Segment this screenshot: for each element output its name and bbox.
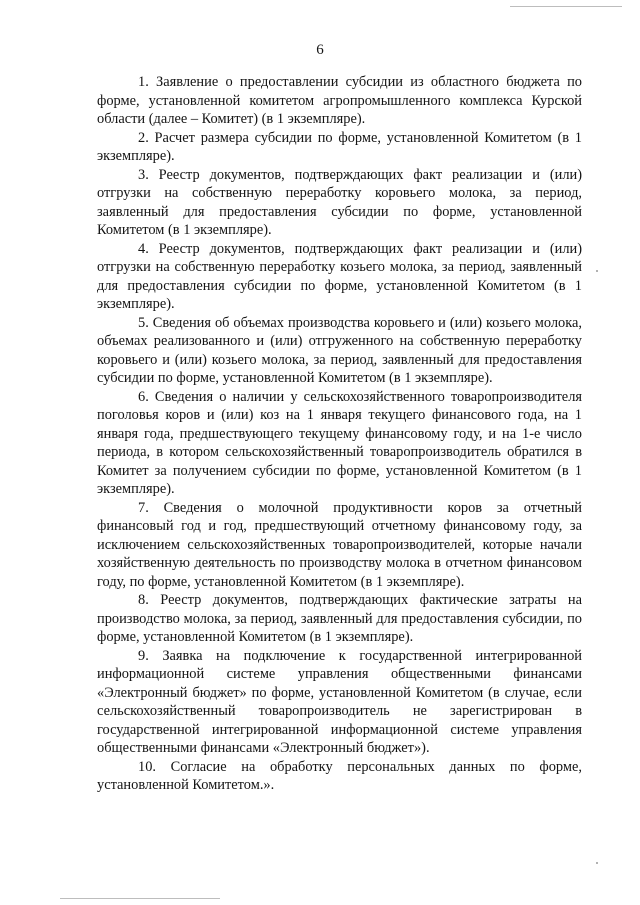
- list-item: 1. Заявление о предоставлении субсидии из областного бюджета по форме, установленной комитетом агропромышленного комплекса Курской области (далее – Комитет) (в 1 экземпляре).: [97, 74, 582, 127]
- list-item: 9. Заявка на подключение к государственной интегрированной информационной системе управления общественными финансами «Электронный бюджет» по форме, установленной Комитетом (в случае, если сельскохозяйственный товаропроизводитель не зарегистрирован в государственной интегрированной информационной системе управления общественными финансами «Электронный бюджет»).: [97, 647, 582, 756]
- list-item: 4. Реестр документов, подтверждающих факт реализации и (или) отгрузки на собственную переработку козьего молока, за период, заявленный для предоставления субсидии по форме, установленной Комитетом (в 1 экземпляре).: [97, 240, 582, 312]
- list-item: 5. Сведения об объемах производства коровьего и (или) козьего молока, объемах реализованного и (или) отгруженного на собственную переработку коровьего и (или) козьего молока, за период, заявленный для предоставления субсидии по форме, установленной Комитетом (в 1 экземпляре).: [97, 314, 582, 386]
- page-number: 6: [316, 42, 324, 58]
- list-item: 7. Сведения о молочной продуктивности коров за отчетный финансовый год и год, предшествующий отчетному финансовому году, за исключением сельскохозяйственных товаропроизводителей, которые начали хозяйственную деятельность по производству молока в отчетном финансовом году, по форме, установленной Комитетом (в 1 экземпляре).: [97, 499, 582, 590]
- scan-dust-dot: [596, 862, 598, 864]
- scan-edge-mark: [510, 6, 622, 7]
- document-body: [97, 73, 582, 795]
- scan-dust-dot: [596, 270, 598, 272]
- list-item: 2. Расчет размера субсидии по форме, установленной Комитетом (в 1 экземпляре).: [97, 129, 582, 164]
- list-item: 3. Реестр документов, подтверждающих факт реализации и (или) отгрузки на собственную переработку коровьего молока, за период, заявленный для предоставления субсидии по форме, установленной Комитетом (в 1 экземпляре).: [97, 166, 582, 238]
- list-item: 6. Сведения о наличии у сельскохозяйственного товаропроизводителя поголовья коров и (или) коз на 1 января текущего финансового года, на 1 января года, предшествующего текущему финансовому году, и на 1-е число периода, в котором сельскохозяйственный товаропроизводитель обратился в Комитет за получением субсидии по форме, установленной Комитетом (в 1 экземпляре).: [97, 388, 582, 497]
- list-item: 8. Реестр документов, подтверждающих фактические затраты на производство молока, за период, заявленный для предоставления субсидии, по форме, установленной Комитетом (в 1 экземпляре).: [97, 592, 582, 645]
- list-item: 10. Согласие на обработку персональных данных по форме, установленной Комитетом.».: [97, 758, 582, 793]
- scan-edge-mark: [60, 898, 220, 899]
